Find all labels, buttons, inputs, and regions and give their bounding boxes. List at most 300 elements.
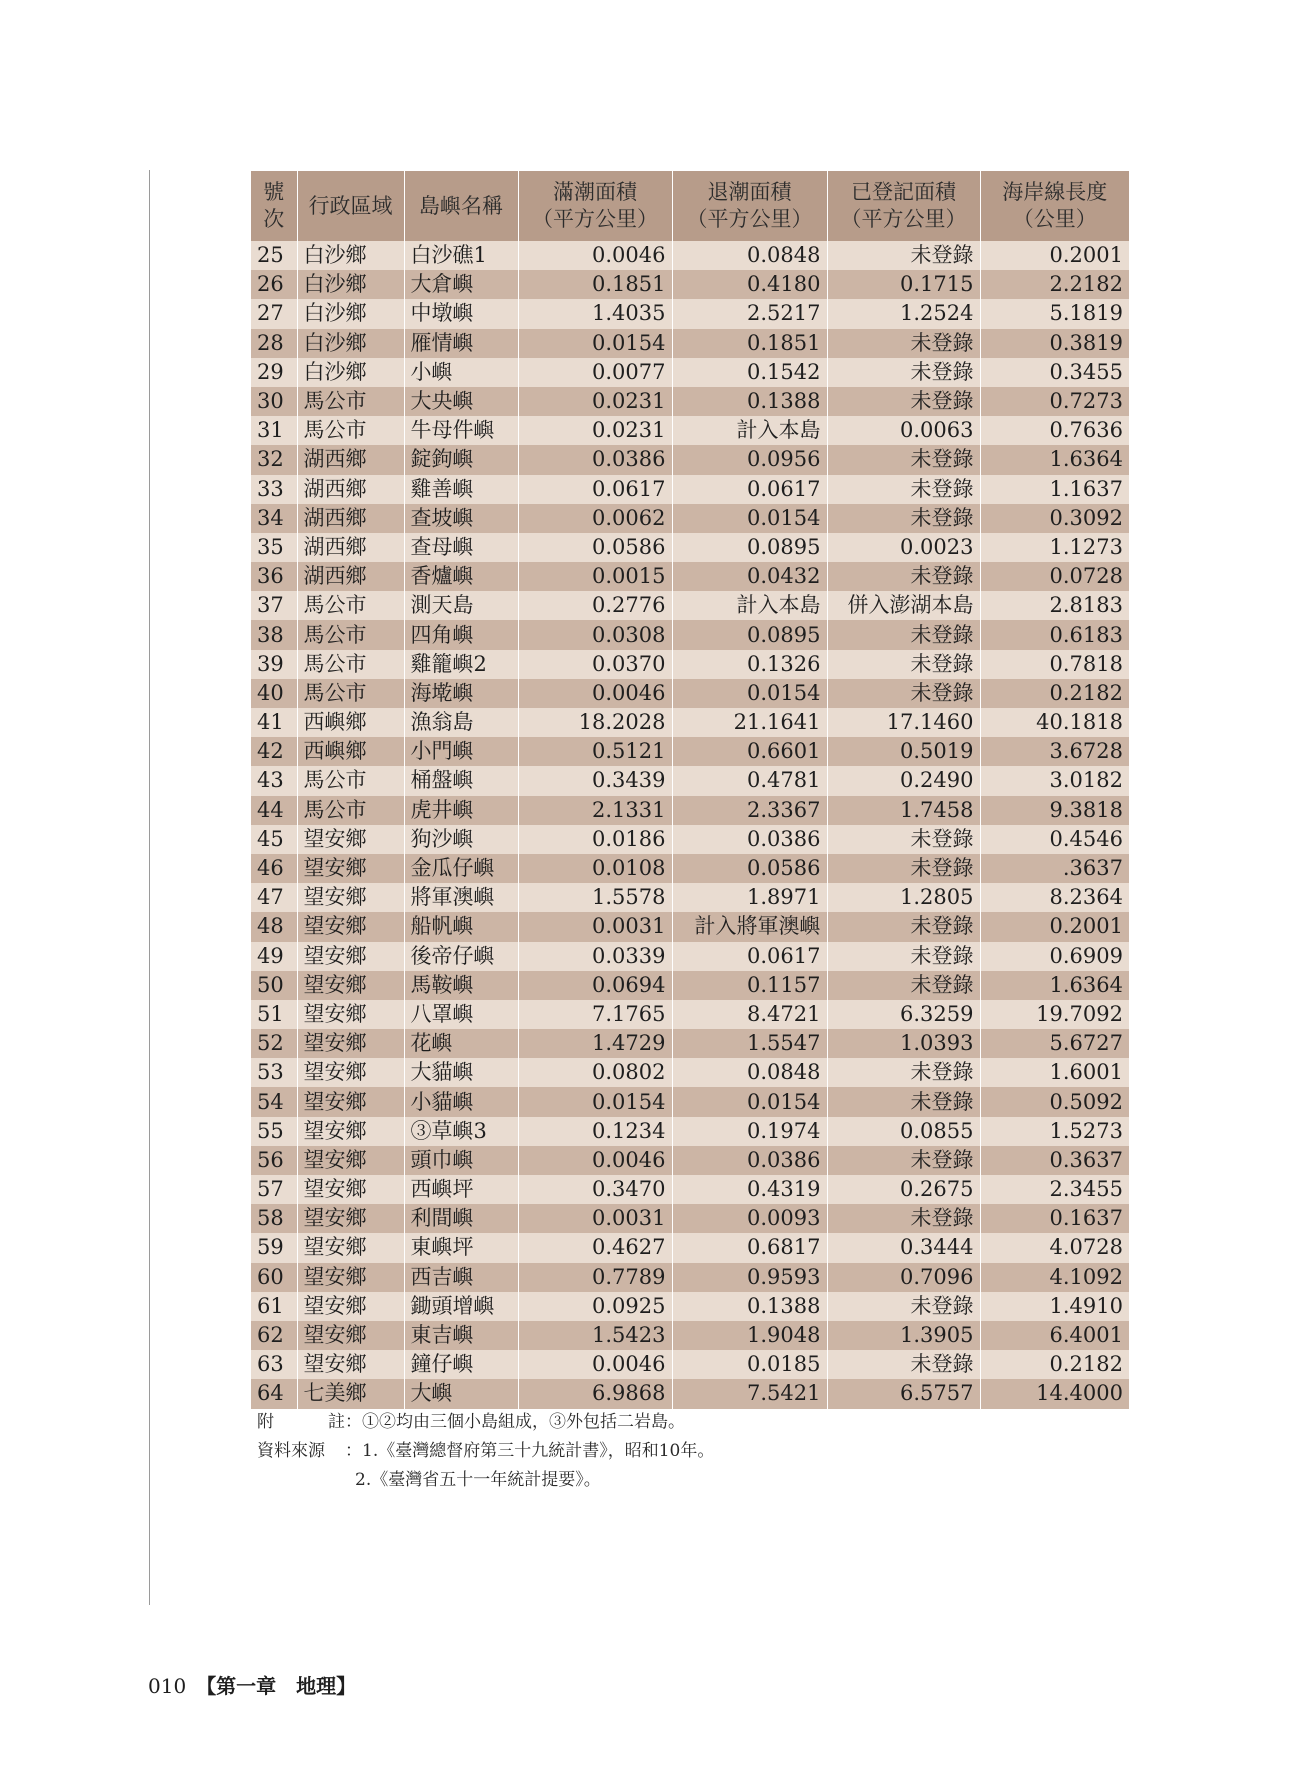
cell-admin-district: 馬公市 (297, 796, 404, 825)
cell-registered-area: 未登錄 (827, 1058, 980, 1087)
cell-low-tide-area: 0.0432 (672, 562, 827, 591)
cell-coastline-length: 9.3818 (980, 796, 1129, 825)
source-line-1: 資料來源 ： 1.《臺灣總督府第三十九統計書》，昭和10年。 (257, 1437, 714, 1466)
cell-admin-district: 西嶼鄉 (297, 708, 404, 737)
cell-number: 58 (251, 1204, 297, 1233)
table-row (251, 416, 1129, 445)
cell-admin-district: 馬公市 (297, 679, 404, 708)
table-header-row (251, 171, 1129, 241)
cell-number: 27 (251, 299, 297, 328)
cell-number: 52 (251, 1029, 297, 1058)
cell-admin-district: 白沙鄉 (297, 241, 404, 270)
cell-island-name: 鋤頭增嶼 (404, 1292, 518, 1321)
cell-island-name: 白沙礁1 (404, 241, 518, 270)
cell-low-tide-area: 0.1974 (672, 1117, 827, 1146)
cell-island-name: 船帆嶼 (404, 912, 518, 941)
table-row (251, 1350, 1129, 1379)
table-row (251, 1146, 1129, 1175)
cell-coastline-length: 0.5092 (980, 1087, 1129, 1116)
cell-number: 33 (251, 475, 297, 504)
table-row (251, 1029, 1129, 1058)
cell-coastline-length: .3637 (980, 854, 1129, 883)
cell-coastline-length: 0.3637 (980, 1146, 1129, 1175)
cell-island-name: 利間嶼 (404, 1204, 518, 1233)
cell-low-tide-area: 0.0154 (672, 679, 827, 708)
cell-island-name: 八罩嶼 (404, 1000, 518, 1029)
cell-high-tide-area: 0.4627 (518, 1233, 672, 1262)
cell-number: 53 (251, 1058, 297, 1087)
source-line-2 (257, 1466, 714, 1495)
cell-registered-area: 0.0855 (827, 1117, 980, 1146)
table-row (251, 270, 1129, 299)
table-row (251, 737, 1129, 766)
cell-registered-area: 1.2524 (827, 299, 980, 328)
cell-high-tide-area: 0.0231 (518, 416, 672, 445)
cell-island-name: 大央嶼 (404, 387, 518, 416)
cell-registered-area: 未登錄 (827, 1350, 980, 1379)
cell-high-tide-area: 0.7789 (518, 1263, 672, 1292)
cell-admin-district: 望安鄉 (297, 883, 404, 912)
cell-high-tide-area: 18.2028 (518, 708, 672, 737)
cell-number: 48 (251, 912, 297, 941)
cell-high-tide-area: 0.3439 (518, 766, 672, 795)
table-row (251, 299, 1129, 328)
cell-coastline-length: 0.7273 (980, 387, 1129, 416)
cell-low-tide-area: 計入本島 (672, 416, 827, 445)
cell-admin-district: 西嶼鄉 (297, 737, 404, 766)
cell-number: 44 (251, 796, 297, 825)
page-number: 010 (148, 1674, 187, 1698)
cell-island-name: 狗沙嶼 (404, 825, 518, 854)
cell-low-tide-area: 0.6601 (672, 737, 827, 766)
cell-number: 39 (251, 650, 297, 679)
cell-registered-area: 0.7096 (827, 1263, 980, 1292)
cell-admin-district: 望安鄉 (297, 971, 404, 1000)
cell-registered-area: 未登錄 (827, 1087, 980, 1116)
table-row (251, 620, 1129, 649)
cell-coastline-length: 6.4001 (980, 1321, 1129, 1350)
cell-low-tide-area: 0.0154 (672, 1087, 827, 1116)
cell-admin-district: 望安鄉 (297, 825, 404, 854)
cell-high-tide-area: 0.0694 (518, 971, 672, 1000)
cell-number: 31 (251, 416, 297, 445)
cell-number: 55 (251, 1117, 297, 1146)
cell-low-tide-area: 0.1388 (672, 1292, 827, 1321)
cell-island-name: 馬鞍嶼 (404, 971, 518, 1000)
cell-number: 38 (251, 620, 297, 649)
page-footer (148, 1670, 356, 1699)
cell-island-name: 四角嶼 (404, 620, 518, 649)
cell-high-tide-area: 6.9868 (518, 1379, 672, 1408)
table-row (251, 1263, 1129, 1292)
cell-registered-area: 未登錄 (827, 504, 980, 533)
cell-low-tide-area: 計入將軍澳嶼 (672, 912, 827, 941)
header-high-tide-area: 滿潮面積 （平方公里） (518, 171, 672, 241)
cell-coastline-length: 3.6728 (980, 737, 1129, 766)
table-row (251, 1233, 1129, 1262)
cell-registered-area: 未登錄 (827, 650, 980, 679)
cell-coastline-length: 0.2001 (980, 912, 1129, 941)
cell-admin-district: 望安鄉 (297, 1175, 404, 1204)
cell-high-tide-area: 0.0231 (518, 387, 672, 416)
chapter-title: 【第一章 地理】 (196, 1674, 357, 1698)
table-row (251, 650, 1129, 679)
cell-island-name: 海墘嶼 (404, 679, 518, 708)
cell-admin-district: 湖西鄉 (297, 504, 404, 533)
cell-admin-district: 望安鄉 (297, 1321, 404, 1350)
table-notes (257, 1408, 714, 1495)
cell-registered-area: 17.1460 (827, 708, 980, 737)
cell-registered-area: 0.0023 (827, 533, 980, 562)
cell-island-name: 東吉嶼 (404, 1321, 518, 1350)
cell-number: 43 (251, 766, 297, 795)
cell-registered-area: 未登錄 (827, 445, 980, 474)
cell-admin-district: 望安鄉 (297, 1204, 404, 1233)
cell-high-tide-area: 0.0108 (518, 854, 672, 883)
cell-high-tide-area: 0.0046 (518, 241, 672, 270)
cell-admin-district: 望安鄉 (297, 1117, 404, 1146)
cell-island-name: 漁翁島 (404, 708, 518, 737)
cell-low-tide-area: 0.9593 (672, 1263, 827, 1292)
cell-coastline-length: 1.1637 (980, 475, 1129, 504)
cell-coastline-length: 1.5273 (980, 1117, 1129, 1146)
table-row (251, 329, 1129, 358)
cell-island-name: 金瓜仔嶼 (404, 854, 518, 883)
cell-coastline-length: 1.6001 (980, 1058, 1129, 1087)
cell-coastline-length: 0.6183 (980, 620, 1129, 649)
cell-coastline-length: 19.7092 (980, 1000, 1129, 1029)
cell-coastline-length: 5.6727 (980, 1029, 1129, 1058)
cell-number: 50 (251, 971, 297, 1000)
cell-admin-district: 望安鄉 (297, 854, 404, 883)
cell-high-tide-area: 0.0370 (518, 650, 672, 679)
table-row (251, 1087, 1129, 1116)
cell-low-tide-area: 0.4319 (672, 1175, 827, 1204)
cell-admin-district: 馬公市 (297, 620, 404, 649)
cell-coastline-length: 40.1818 (980, 708, 1129, 737)
cell-high-tide-area: 0.0046 (518, 679, 672, 708)
cell-low-tide-area: 0.6817 (672, 1233, 827, 1262)
cell-admin-district: 湖西鄉 (297, 562, 404, 591)
cell-high-tide-area: 0.0186 (518, 825, 672, 854)
table-row (251, 475, 1129, 504)
cell-island-name: 花嶼 (404, 1029, 518, 1058)
cell-registered-area: 未登錄 (827, 358, 980, 387)
table-row (251, 1117, 1129, 1146)
cell-island-name: 東嶼坪 (404, 1233, 518, 1262)
header-admin-district: 行政區域 (297, 171, 404, 241)
cell-island-name: 小貓嶼 (404, 1087, 518, 1116)
cell-number: 47 (251, 883, 297, 912)
table-row (251, 1204, 1129, 1233)
cell-high-tide-area: 0.0586 (518, 533, 672, 562)
footnote-label: 附 註 (257, 1412, 345, 1432)
cell-registered-area: 0.2675 (827, 1175, 980, 1204)
cell-high-tide-area: 0.0154 (518, 329, 672, 358)
cell-number: 30 (251, 387, 297, 416)
cell-coastline-length: 2.3455 (980, 1175, 1129, 1204)
cell-coastline-length: 0.0728 (980, 562, 1129, 591)
cell-registered-area: 1.2805 (827, 883, 980, 912)
cell-island-name: 虎井嶼 (404, 796, 518, 825)
cell-coastline-length: 2.8183 (980, 591, 1129, 620)
cell-coastline-length: 1.6364 (980, 971, 1129, 1000)
cell-registered-area: 0.2490 (827, 766, 980, 795)
cell-number: 59 (251, 1233, 297, 1262)
cell-low-tide-area: 1.9048 (672, 1321, 827, 1350)
cell-number: 51 (251, 1000, 297, 1029)
table-row (251, 358, 1129, 387)
cell-coastline-length: 0.3819 (980, 329, 1129, 358)
cell-island-name: 香爐嶼 (404, 562, 518, 591)
cell-coastline-length: 14.4000 (980, 1379, 1129, 1408)
cell-island-name: ③草嶼3 (404, 1117, 518, 1146)
cell-high-tide-area: 0.0031 (518, 912, 672, 941)
table-row (251, 1321, 1129, 1350)
cell-number: 29 (251, 358, 297, 387)
cell-admin-district: 馬公市 (297, 650, 404, 679)
cell-number: 28 (251, 329, 297, 358)
table-row (251, 883, 1129, 912)
cell-registered-area: 未登錄 (827, 241, 980, 270)
cell-high-tide-area: 1.5423 (518, 1321, 672, 1350)
cell-low-tide-area: 0.0093 (672, 1204, 827, 1233)
cell-number: 35 (251, 533, 297, 562)
cell-low-tide-area: 21.1641 (672, 708, 827, 737)
cell-island-name: 雞籠嶼2 (404, 650, 518, 679)
cell-high-tide-area: 0.0386 (518, 445, 672, 474)
cell-island-name: 錠鉤嶼 (404, 445, 518, 474)
cell-low-tide-area: 2.5217 (672, 299, 827, 328)
cell-coastline-length: 0.1637 (980, 1204, 1129, 1233)
cell-coastline-length: 0.4546 (980, 825, 1129, 854)
cell-registered-area: 6.3259 (827, 1000, 980, 1029)
cell-number: 56 (251, 1146, 297, 1175)
cell-island-name: 雁情嶼 (404, 329, 518, 358)
table-row (251, 942, 1129, 971)
cell-registered-area: 未登錄 (827, 1292, 980, 1321)
cell-number: 25 (251, 241, 297, 270)
cell-admin-district: 湖西鄉 (297, 475, 404, 504)
cell-registered-area: 0.1715 (827, 270, 980, 299)
cell-island-name: 後帝仔嶼 (404, 942, 518, 971)
cell-low-tide-area: 0.1157 (672, 971, 827, 1000)
cell-admin-district: 馬公市 (297, 416, 404, 445)
cell-coastline-length: 4.0728 (980, 1233, 1129, 1262)
cell-high-tide-area: 0.2776 (518, 591, 672, 620)
cell-high-tide-area: 7.1765 (518, 1000, 672, 1029)
cell-registered-area: 0.3444 (827, 1233, 980, 1262)
cell-coastline-length: 0.7818 (980, 650, 1129, 679)
cell-registered-area: 未登錄 (827, 562, 980, 591)
cell-low-tide-area: 8.4721 (672, 1000, 827, 1029)
cell-coastline-length: 0.6909 (980, 942, 1129, 971)
cell-registered-area: 未登錄 (827, 679, 980, 708)
table-row (251, 591, 1129, 620)
table-body (251, 241, 1129, 1409)
table-row (251, 854, 1129, 883)
cell-low-tide-area: 0.1851 (672, 329, 827, 358)
cell-registered-area: 1.3905 (827, 1321, 980, 1350)
cell-island-name: 西嶼坪 (404, 1175, 518, 1204)
cell-coastline-length: 0.3455 (980, 358, 1129, 387)
cell-low-tide-area: 0.4180 (672, 270, 827, 299)
cell-high-tide-area: 0.0308 (518, 620, 672, 649)
cell-registered-area: 1.0393 (827, 1029, 980, 1058)
cell-admin-district: 望安鄉 (297, 912, 404, 941)
table-row (251, 766, 1129, 795)
cell-admin-district: 白沙鄉 (297, 329, 404, 358)
footnote: 附 註 ： ①②均由三個小島組成，③外包括二岩島。 (257, 1408, 714, 1437)
cell-registered-area: 未登錄 (827, 1204, 980, 1233)
cell-high-tide-area: 0.0802 (518, 1058, 672, 1087)
cell-admin-district: 望安鄉 (297, 1000, 404, 1029)
cell-island-name: 測天島 (404, 591, 518, 620)
table-row (251, 796, 1129, 825)
source-1-text: 1.《臺灣總督府第三十九統計書》，昭和10年。 (362, 1441, 715, 1461)
cell-coastline-length: 0.3092 (980, 504, 1129, 533)
cell-island-name: 大貓嶼 (404, 1058, 518, 1087)
cell-island-name: 桶盤嶼 (404, 766, 518, 795)
table-row (251, 708, 1129, 737)
island-data-table (251, 171, 1129, 1409)
header-number: 號次 (251, 171, 297, 241)
cell-registered-area: 0.0063 (827, 416, 980, 445)
cell-coastline-length: 8.2364 (980, 883, 1129, 912)
cell-coastline-length: 1.1273 (980, 533, 1129, 562)
cell-registered-area: 1.7458 (827, 796, 980, 825)
cell-low-tide-area: 0.0185 (672, 1350, 827, 1379)
cell-coastline-length: 0.2001 (980, 241, 1129, 270)
cell-registered-area: 6.5757 (827, 1379, 980, 1408)
cell-admin-district: 馬公市 (297, 387, 404, 416)
header-low-tide-area: 退潮面積 （平方公里） (672, 171, 827, 241)
cell-low-tide-area: 7.5421 (672, 1379, 827, 1408)
cell-low-tide-area: 0.0617 (672, 475, 827, 504)
cell-number: 62 (251, 1321, 297, 1350)
cell-high-tide-area: 0.0077 (518, 358, 672, 387)
table-row (251, 1175, 1129, 1204)
cell-island-name: 中墩嶼 (404, 299, 518, 328)
cell-registered-area: 未登錄 (827, 825, 980, 854)
cell-high-tide-area: 0.5121 (518, 737, 672, 766)
cell-coastline-length: 0.2182 (980, 1350, 1129, 1379)
cell-admin-district: 湖西鄉 (297, 533, 404, 562)
cell-registered-area: 未登錄 (827, 475, 980, 504)
cell-high-tide-area: 2.1331 (518, 796, 672, 825)
cell-island-name: 大倉嶼 (404, 270, 518, 299)
cell-admin-district: 望安鄉 (297, 1146, 404, 1175)
header-registered-area: 已登記面積 （平方公里） (827, 171, 980, 241)
cell-number: 34 (251, 504, 297, 533)
source-2-text: 2.《臺灣省五十一年統計提要》。 (355, 1470, 601, 1490)
cell-number: 37 (251, 591, 297, 620)
cell-low-tide-area: 計入本島 (672, 591, 827, 620)
cell-coastline-length: 0.7636 (980, 416, 1129, 445)
cell-coastline-length: 0.2182 (980, 679, 1129, 708)
cell-high-tide-area: 1.4035 (518, 299, 672, 328)
table-row (251, 971, 1129, 1000)
cell-high-tide-area: 0.0031 (518, 1204, 672, 1233)
cell-low-tide-area: 0.0586 (672, 854, 827, 883)
cell-island-name: 小嶼 (404, 358, 518, 387)
table-row (251, 1379, 1129, 1408)
table-row (251, 1058, 1129, 1087)
table-row (251, 241, 1129, 270)
cell-admin-district: 白沙鄉 (297, 270, 404, 299)
cell-registered-area: 未登錄 (827, 912, 980, 941)
cell-low-tide-area: 0.0848 (672, 241, 827, 270)
cell-registered-area: 未登錄 (827, 1146, 980, 1175)
cell-low-tide-area: 1.5547 (672, 1029, 827, 1058)
cell-high-tide-area: 0.0925 (518, 1292, 672, 1321)
cell-registered-area: 未登錄 (827, 942, 980, 971)
cell-low-tide-area: 0.0386 (672, 825, 827, 854)
cell-number: 42 (251, 737, 297, 766)
cell-admin-district: 白沙鄉 (297, 358, 404, 387)
cell-registered-area: 0.5019 (827, 737, 980, 766)
cell-high-tide-area: 0.0062 (518, 504, 672, 533)
cell-high-tide-area: 1.5578 (518, 883, 672, 912)
cell-high-tide-area: 0.0046 (518, 1146, 672, 1175)
cell-low-tide-area: 0.1388 (672, 387, 827, 416)
cell-low-tide-area: 0.4781 (672, 766, 827, 795)
cell-number: 36 (251, 562, 297, 591)
cell-high-tide-area: 0.0015 (518, 562, 672, 591)
cell-high-tide-area: 0.1851 (518, 270, 672, 299)
cell-number: 41 (251, 708, 297, 737)
cell-registered-area: 未登錄 (827, 971, 980, 1000)
cell-island-name: 查坡嶼 (404, 504, 518, 533)
cell-high-tide-area: 0.0154 (518, 1087, 672, 1116)
cell-low-tide-area: 0.1326 (672, 650, 827, 679)
cell-registered-area: 未登錄 (827, 620, 980, 649)
cell-low-tide-area: 0.0386 (672, 1146, 827, 1175)
header-island-name: 島嶼名稱 (404, 171, 518, 241)
table-row (251, 825, 1129, 854)
cell-coastline-length: 5.1819 (980, 299, 1129, 328)
margin-rule (149, 170, 150, 1605)
cell-registered-area: 未登錄 (827, 329, 980, 358)
cell-number: 60 (251, 1263, 297, 1292)
cell-number: 26 (251, 270, 297, 299)
cell-number: 32 (251, 445, 297, 474)
table-row (251, 679, 1129, 708)
cell-island-name: 頭巾嶼 (404, 1146, 518, 1175)
cell-island-name: 牛母件嶼 (404, 416, 518, 445)
cell-island-name: 小門嶼 (404, 737, 518, 766)
cell-coastline-length: 3.0182 (980, 766, 1129, 795)
cell-admin-district: 望安鄉 (297, 1087, 404, 1116)
cell-coastline-length: 4.1092 (980, 1263, 1129, 1292)
cell-number: 46 (251, 854, 297, 883)
cell-admin-district: 馬公市 (297, 591, 404, 620)
cell-low-tide-area: 2.3367 (672, 796, 827, 825)
cell-admin-district: 白沙鄉 (297, 299, 404, 328)
table-row (251, 533, 1129, 562)
table-row (251, 504, 1129, 533)
cell-low-tide-area: 0.0895 (672, 620, 827, 649)
cell-low-tide-area: 0.0895 (672, 533, 827, 562)
cell-admin-district: 望安鄉 (297, 1292, 404, 1321)
cell-high-tide-area: 0.1234 (518, 1117, 672, 1146)
cell-admin-district: 望安鄉 (297, 1233, 404, 1262)
cell-number: 40 (251, 679, 297, 708)
cell-admin-district: 望安鄉 (297, 1058, 404, 1087)
footnote-text: ①②均由三個小島組成，③外包括二岩島。 (362, 1412, 685, 1432)
cell-admin-district: 望安鄉 (297, 1350, 404, 1379)
table-row (251, 912, 1129, 941)
